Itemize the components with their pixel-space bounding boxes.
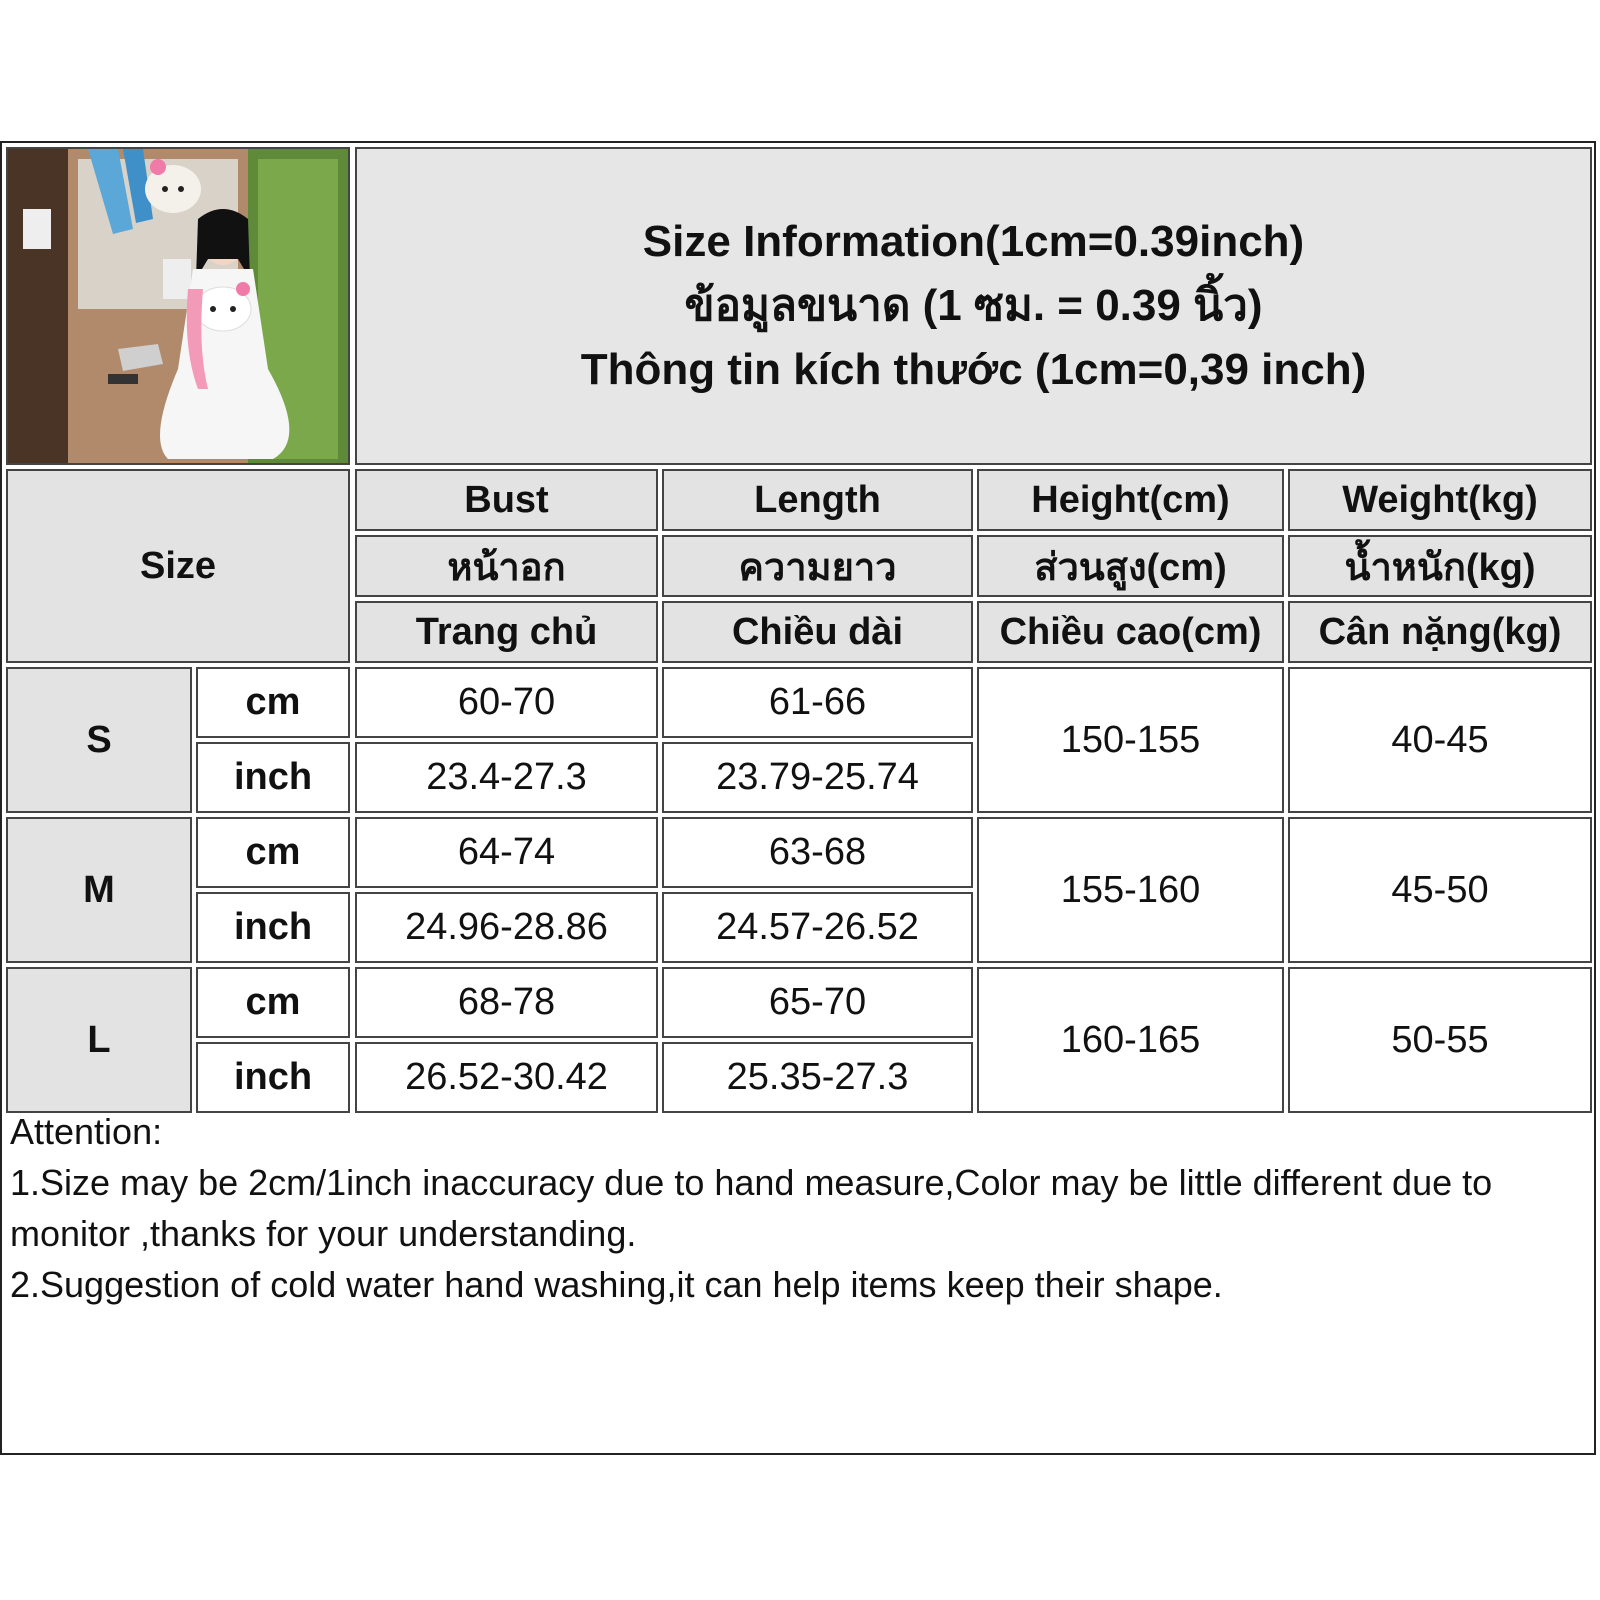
length-inch-m: 24.57-26.52 [662, 892, 973, 963]
height-header-en: Height(cm) [977, 469, 1284, 531]
bust-cm-s: 60-70 [355, 667, 658, 738]
unit-inch: inch [196, 1042, 350, 1113]
title-english: Size Information(1cm=0.39inch) [642, 217, 1305, 266]
title-block [355, 147, 1592, 465]
title-thai: ข้อมูลขนาด (1 ซม. = 0.39 นิ้ว) [684, 281, 1263, 330]
bust-cm-m: 64-74 [355, 817, 658, 888]
bust-header-vi: Trang chủ [355, 601, 658, 663]
height-header-vi: Chiều cao(cm) [977, 601, 1284, 663]
weight-m: 45-50 [1288, 817, 1592, 963]
length-header-vi: Chiều dài [662, 601, 973, 663]
weight-l: 50-55 [1288, 967, 1592, 1113]
attention-notes [6, 1106, 1592, 1446]
bust-inch-l: 26.52-30.42 [355, 1042, 658, 1113]
title-vietnamese: Thông tin kích thước (1cm=0,39 inch) [580, 345, 1367, 394]
height-s: 150-155 [977, 667, 1284, 813]
bust-header-en: Bust [355, 469, 658, 531]
length-header-th: ความยาว [662, 535, 973, 597]
size-label-m: M [6, 817, 192, 963]
size-header: Size [6, 469, 350, 663]
unit-cm: cm [196, 967, 350, 1038]
unit-inch: inch [196, 892, 350, 963]
length-cm-l: 65-70 [662, 967, 973, 1038]
height-l: 160-165 [977, 967, 1284, 1113]
weight-header-vi: Cân nặng(kg) [1288, 601, 1592, 663]
attention-item-1: 1.Size may be 2cm/1inch inaccuracy due to hand measure,Color may be little different due to monitor ,thanks for your understanding. [10, 1162, 1493, 1254]
model-photo-illustration [8, 149, 348, 463]
length-inch-l: 25.35-27.3 [662, 1042, 973, 1113]
height-header-th: ส่วนสูง(cm) [977, 535, 1284, 597]
unit-inch: inch [196, 742, 350, 813]
length-cm-s: 61-66 [662, 667, 973, 738]
unit-cm: cm [196, 817, 350, 888]
size-label-l: L [6, 967, 192, 1113]
bust-cm-l: 68-78 [355, 967, 658, 1038]
weight-header-th: น้ำหนัก(kg) [1288, 535, 1592, 597]
attention-item-2: 2.Suggestion of cold water hand washing,it can help items keep their shape. [10, 1264, 1223, 1305]
length-header-en: Length [662, 469, 973, 531]
product-photo [6, 147, 350, 465]
size-label-s: S [6, 667, 192, 813]
weight-s: 40-45 [1288, 667, 1592, 813]
length-cm-m: 63-68 [662, 817, 973, 888]
bust-header-th: หน้าอก [355, 535, 658, 597]
bust-inch-s: 23.4-27.3 [355, 742, 658, 813]
length-inch-s: 23.79-25.74 [662, 742, 973, 813]
size-chart [0, 141, 1596, 1455]
height-m: 155-160 [977, 817, 1284, 963]
bust-inch-m: 24.96-28.86 [355, 892, 658, 963]
unit-cm: cm [196, 667, 350, 738]
attention-heading: Attention: [10, 1111, 163, 1152]
weight-header-en: Weight(kg) [1288, 469, 1592, 531]
